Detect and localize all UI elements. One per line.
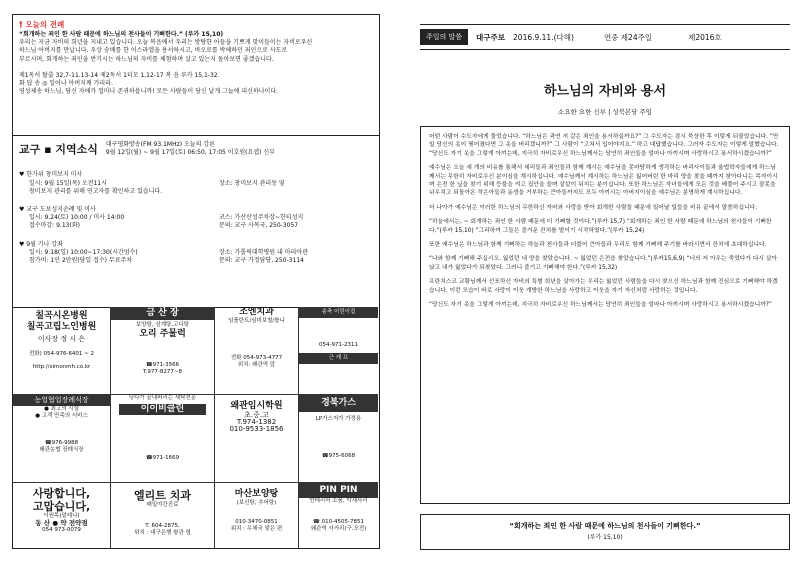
paragraph: “하늘에서는, ~ 회개하는 죄인 한 사람 때문에 더 기뻐할 것이다.”(루카 15,7) “회개하는 죄인 한 사람 때문에 하느님의 천사들이 기뻐한다.”(루카 15,10) “그리하여 그들은 즐거운 잔치를 벌이기 시작하였다.”(루카 15,24) [429,219,772,234]
ad-text: 위치: 왜관역 앞 [237,362,276,368]
ad-text: LP가스저가 가정용 [315,416,362,422]
news-item-detail: 장소: 가톨릭대학병원 내 마리아관 [219,248,308,256]
ad-text: 오리 주물럭 [139,329,186,339]
ad-text: 칠곡고립노인병원 [26,322,97,332]
sermon-byline: 소요한 요한 신부 | 성북본당 주임 [557,108,653,116]
liturgical-sunday: 연중 제24주일 [603,32,653,42]
section-tag: 주일의 말씀 [420,29,468,45]
ad-text: (보신탕, 추어탕) [236,500,277,506]
paragraph: “나와 함께 기뻐해 주십시오. 잃었던 내 양을 찾았습니다. ~ 잃었던 은전을 찾았습니다.”(루카15,6,9) “너의 저 아우는 죽었다가 다시 살아났고 내가 잃었다가 되찾았다. 그러니 즐기고 기뻐해야 한다.”(루카 15,32) [429,256,778,271]
bulletin-header [420,24,790,50]
ad-text: ☎971-3566 [145,362,180,368]
news-item-detail: 일시: 9.24(토) 10:00 / 미사 14:00 [29,214,125,222]
ad-academy [215,395,299,483]
paragraph: 또한 예수님은 하느님과 함께 기뻐하는 하늘과 천사들과 더불어 큰아들과 우리도 함께 기뻐해 주기를 바라시면서 잔치에 초대하십니다. [429,242,767,249]
ad-gas [299,395,378,483]
ad-dental [215,307,299,395]
news-item-detail: 문의: 교구 사목국, 250-3057 [219,222,299,230]
ad-text: 고맙습니다, [32,500,91,513]
ad-title: 이이비클린 [119,404,206,415]
paragraph: 예수님은 오늘 세 개의 비유를 통해서 세리들과 죄인들과 함께 계시는 예수님을 못마땅하게 생각하는 바리사이들과 율법학자들에게 하느님께서는 무한히 자비로우신 분이심을 계시하십니다. 예수님께서 계시하는 하느님은 잃어버린 한 마리 양을 찾을 때까지 찾아다니는 목자이시며 은전 한 닢을 찾기 위해 등불을 켜고 집안을 쓸며 샅샅이 뒤지는 분이십니다. 또한 하느님은 자녀들에게 모든 것을 베풀어 주시고 잘못을 뉘우치고 되돌아온 작은아들과 동생을 거부하는 큰아들까지도 모두 아끼시는 아버지이심을 예수님은 분명하게 계시하십니다. [429,165,778,197]
ad-cleaner [111,395,215,483]
news-item-detail: 접수마감: 9.13(화) [29,222,80,230]
ad-text: T. 604-2875, [145,523,180,529]
today-line-3: 부르시며, 회개하는 죄인을 반기시는 하느님의 자비를 체험하며 살고 있는지 돌아보면 좋겠습니다. [19,55,274,63]
ad-title: PIN PIN [299,483,378,498]
ad-text: 위치 : 대구은행 왕관 옆 [134,530,191,536]
sermon-body [420,126,790,504]
ad-title: 금 산 장 [111,307,214,320]
ad-text: 근 캐 프 [299,353,378,364]
ad-elite-dental [111,483,215,548]
paragraph: 어떤 사람이 수도자에게 물었습니다. “하느님은 과연 저 같은 죄인을 용서하실까요?” 그 수도자는 잠시 묵상한 후 이렇게 되물었습니다. “만일 당신의 옷이 찢어졌다면 그 옷을 버리겠니까?” 그 사람이 “고쳐서 입어야지요.” 하고 대답했습니다. 그러자 수도자는 이렇게 말했습니다. “당신도 자기 옷을 그렇게 아끼는데, 지극히 자비로우신 하느님께서는 당연히 죄인들을 얼마나 아끼시며 사랑하시고 용서하시겠습니까?” [429,134,779,157]
psalm: 화 답 송 ◎ 일어나 아버지께 가리라. [19,80,113,88]
closing-quote: “회개하는 죄인 한 사람 때문에 하느님의 천사들이 기뻐한다.” [509,522,701,530]
ad-title: 칠곡시온병원 [35,311,88,321]
ad-text: http://simonmh.co.kr [32,364,91,370]
sermon-title: 하느님의 자비와 용서 [543,84,667,99]
ad-masan [215,483,299,548]
ad-title: 엘리트 치과 [134,489,191,502]
closing-quote-box [420,514,790,550]
ad-text: ● 고객 만족의 서비스 [35,413,88,419]
news-item-detail: 문의: 교구 가정담당, 250-3114 [219,257,304,265]
ad-pharmacy [13,483,111,548]
news-item-title: ♥ 교구 도보성지순례 및 미사 [19,206,96,214]
broadcast-line-2: 9월 12일(월) ~ 9월 17일(토) 06:50, 17:05 이호원(요셉) 신부 [105,149,275,157]
ad-text: 이사장 정 시 은 [37,335,86,343]
ad-text: ☎976-9988 [44,440,79,446]
news-item-detail: 코스: 가산산성주차장~한티성지 [219,214,304,222]
ad-text: 054-971-2311 [319,342,358,348]
ad-text: ☎ 010-4505-7851 [312,519,365,525]
news-item [19,241,375,266]
today-line-1: 우리는 지금 자비의 희년을 지내고 있습니다. 오늘 복음에서 우리는 방탕한 아들을 기쁘게 맞이들이는 자비로우신 [19,39,313,47]
ad-text: ☎975-6068 [321,453,356,459]
ad-funeral [13,395,111,483]
ad-text: ● 최고의 시설 [44,406,79,412]
today-quote: “회개하는 죄인 한 사람 때문에 하느님의 천사들이 기뻐한다.” (루카 15,10) [19,31,224,38]
ad-text: 임플란트/심미보철/틀니 [228,318,285,324]
ad-text: 054 973-0079 [42,527,81,533]
ad-title: 조엔치과 [239,307,274,317]
issue-number: 제2016호 [688,32,722,42]
today-liturgy-box [19,19,373,135]
news-item [19,171,375,196]
news-item-title: ♥ 한가위 창미보지 미사 [19,171,83,179]
paragraph: 더 나아가 예수님은 이러한 하느님의 무한하신 자비와 사랑을 받아 회개한 사람들 때문에 일어날 일들을 비유 끝에서 말씀하십니다. [429,204,758,211]
ad-text: 010-3470-0851 [235,519,278,525]
news-item-detail: 참가비: 1인 2만원(당일 접수) 무료주차 [29,257,133,265]
news-item [19,206,375,231]
news-item-detail: 장소: 창미보지 관리동 옆 [219,179,285,187]
ad-title: 사랑합니다, [32,487,91,500]
news-item-detail: 일시: 9.18(일) 10:00~17:30(시간엄수) [29,248,138,256]
ad-text: 전화) 054-976-6401 ~ 2 [28,351,95,357]
ads-grid [13,307,378,548]
news-section [19,141,375,265]
right-page [420,14,790,549]
news-item-detail: 창미보지 관리를 위해 연고자를 확인하고 있습니다. [29,187,163,195]
news-item-detail: 일시: 9월 15일(목) 오전11시 [29,179,107,187]
ad-text: 010-9533-1856 [229,425,284,433]
ad-text: ☎971-1669 [145,455,180,461]
ad-text: 동 산 ● 약 전약점 [35,519,88,527]
ad-hospital [13,307,111,395]
news-title: 교구 ▪ 지역소식 [19,143,98,156]
ad-text: 매일야간진료 [146,502,179,508]
paragraph: 프란치스코 교황님께서 선포하신 자비의 특별 희년을 살아가는 우리는 잃었던 사람들을 다시 찾으신 하느님과 함께 진심으로 기뻐해야 하겠습니다. 이런 모습이 바로 사랑이 이웃 개방한 하느님을 사랑하고 이웃을 자기 자신처럼 사랑하는 것입니다. [429,279,778,294]
ad-title: 경북가스 [299,395,378,412]
communion-antiphon: 영성체송 하느님, 당신 자애가 얼마나 존귀하옵니까! 모든 사람들이 당신 날개 그늘에 피신하나이다. [19,88,279,96]
broadcast-line-1: 대구평화방송(FM 93.1MHz) 오늘의 강론 [105,141,215,148]
ad-title: 왜관임시학원 [230,401,283,411]
ad-text: 전화 054-973-4777 [230,355,283,361]
ad-text: T.977-8277~8 [142,369,183,375]
ad-title: 농업협업장례식장 [13,395,110,406]
left-page [12,14,380,549]
today-line-2: 하느님 아버지를 만납니다. 우상 숭배를 한 이스라엘을 용서하시고, 바오로를 박해하던 죄인으로 사도로 [19,47,288,55]
paragraph: “당신도 자기 옷을 그렇게 아끼는데, 지극히 자비로우신 하느님께서는 당연히 죄인들을 얼마나 아끼시며 사랑하시고 용서하시겠습니까?” [429,302,772,309]
ad-title: 송축 어린이집 [299,307,378,318]
ad-text: 이원목(말레나) [43,513,80,519]
ad-text: 왜관역 사거리(구.오전) [310,526,367,532]
ad-text: 왜관농협 장례식장 [39,447,84,453]
ad-text: 닦다가 끝내버리는 세탁전문 [128,395,197,401]
ad-text: 초.중.고 [244,411,269,419]
closing-reference: (루카 15,10) [587,534,623,541]
ad-text: 보양탕, 삼계탕,고디탕 [135,322,190,328]
ad-restaurant [111,307,215,395]
ad-text: T.974-1382 [236,418,277,426]
bulletin-name: 대구주보 [476,32,506,42]
ad-kindergarten [299,307,378,395]
bulletin-date: 2016.9.11.(다해) [513,32,574,42]
ad-text: 언테리어 소품, 악세사리 [309,498,368,504]
ad-text: 위치 : 우체국 맞은 편 [230,526,283,532]
today-heading: † 오늘의 전례 [19,20,65,29]
news-item-title: ♥ 9월 기나 강좌 [19,240,63,248]
readings: 제1독서 탈출 32,7-11.13-14 제2독서 1티모 1,12-17 복 음 루카 15,1-32. [19,71,220,79]
ad-pinpin [299,483,378,548]
ad-title: 마산보양탕 [234,489,279,499]
